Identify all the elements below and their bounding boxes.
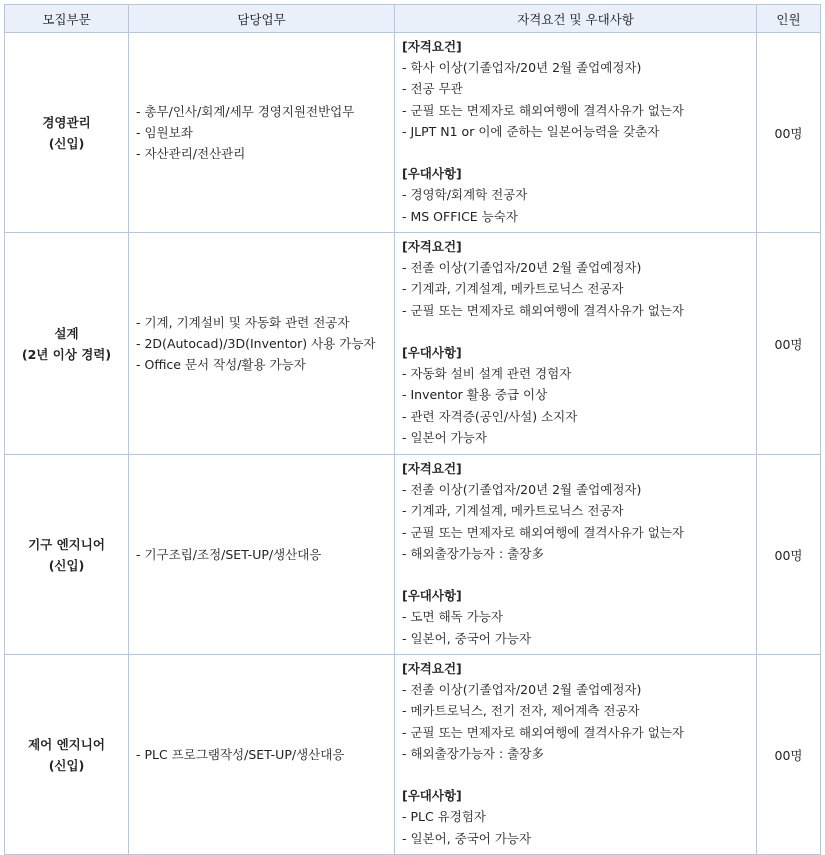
requirement-item: - 전졸 이상(기졸업자/20년 2월 졸업예정자) [402,482,642,498]
table-row [5,655,821,855]
preference-heading: [우대사항] [402,344,462,360]
requirement-item: - 전졸 이상(기졸업자/20년 2월 졸업예정자) [402,260,642,276]
requirement-item: - 기계과, 기계설계, 메카트로닉스 전공자 [402,281,624,297]
dept-cell [5,455,129,655]
duty-item: - 기구조립/조정/SET-UP/생산대응 [136,546,322,562]
dept-cell [5,233,129,455]
duty-item: - 기계, 기계설비 및 자동화 관련 전공자 [136,314,350,330]
requirements-cell [395,455,757,655]
requirement-item: - 메카트로닉스, 전기 전자, 제어계측 전공자 [402,703,640,719]
headcount-cell: 00명 [757,33,821,233]
requirements-heading: [자격요건] [402,239,462,254]
headcount-cell: 00명 [757,655,821,855]
dept-name: 기구 엔지니어 [28,536,105,552]
preference-heading: [우대사항] [402,788,462,804]
requirement-item: - 학사 이상(기졸업자/20년 2월 졸업예정자) [402,60,642,76]
preference-item: - MS OFFICE 능숙자 [402,208,518,224]
duty-cell [129,233,395,455]
requirement-item: - JLPT N1 or 이에 준하는 일본어능력을 갖춘자 [402,123,660,139]
table-row [5,455,821,655]
preference-item: - 일본어 가능자 [402,429,487,445]
preference-item: - 관련 자격증(공인/사설) 소지자 [402,408,578,424]
requirement-item: - 군필 또는 면제자로 해외여행에 결격사유가 없는자 [402,524,684,540]
duty-cell [129,33,395,233]
dept-cell [5,33,129,233]
dept-type: (신입) [48,557,85,573]
requirement-item: - 전공 무관 [402,81,463,97]
header-duty: 담당업무 [129,5,395,33]
section-gap [402,764,756,785]
preference-item: - 도면 해독 가능자 [402,609,503,625]
duty-item: - 총무/인사/회계/세무 경영지원전반업무 [136,103,355,119]
preference-item: - PLC 유경험자 [402,809,486,825]
requirements-heading: [자격요건] [402,661,462,676]
table-header-row [5,5,821,33]
requirements-cell [395,233,757,455]
table-row [5,233,821,455]
preference-item: - 경영학/회계학 전공자 [402,187,528,203]
headcount-cell: 00명 [757,455,821,655]
table-row [5,33,821,233]
requirement-item: - 전졸 이상(기졸업자/20년 2월 졸업예정자) [402,682,642,698]
preference-item: - Inventor 활용 중급 이상 [402,387,548,403]
header-requirements: 자격요건 및 우대사항 [395,5,757,33]
dept-name: 설계 [54,325,79,341]
section-gap [402,142,756,163]
recruitment-table [4,4,821,855]
duty-cell [129,455,395,655]
requirement-item: - 군필 또는 면제자로 해외여행에 결격사유가 없는자 [402,102,684,118]
duty-item: - Office 문서 작성/활용 가능자 [136,357,306,373]
requirements-cell [395,655,757,855]
duty-item: - 임원보좌 [136,124,193,140]
preference-item: - 자동화 설비 설계 관련 경험자 [402,366,572,382]
duty-item: - 자산관리/전산관리 [136,146,246,162]
preference-item: - 일본어, 중국어 가능자 [402,830,532,846]
preference-item: - 일본어, 중국어 가능자 [402,630,532,646]
section-gap [402,321,756,342]
duty-cell [129,655,395,855]
header-dept: 모집부문 [5,5,129,33]
requirement-item: - 군필 또는 면제자로 해외여행에 결격사유가 없는자 [402,302,684,318]
preference-heading: [우대사항] [402,588,462,604]
headcount-cell: 00명 [757,233,821,455]
dept-cell [5,655,129,855]
requirement-item: - 해외출장가능자 : 출장多 [402,745,544,761]
requirements-heading: [자격요건] [402,39,462,54]
requirement-item: - 해외출장가능자 : 출장多 [402,545,544,561]
requirements-heading: [자격요건] [402,461,462,476]
dept-name: 경영관리 [42,114,91,130]
preference-heading: [우대사항] [402,166,462,182]
requirement-item: - 기계과, 기계설계, 메카트로닉스 전공자 [402,503,624,519]
requirements-cell [395,33,757,233]
duty-item: - 2D(Autocad)/3D(Inventor) 사용 가능자 [136,335,376,351]
dept-name: 제어 엔지니어 [28,736,105,752]
header-headcount: 인원 [757,5,821,33]
dept-type: (2년 이상 경력) [21,346,112,362]
dept-type: (신입) [48,757,85,773]
section-gap [402,564,756,585]
dept-type: (신입) [48,135,85,151]
duty-item: - PLC 프로그램작성/SET-UP/생산대응 [136,746,345,762]
requirement-item: - 군필 또는 면제자로 해외여행에 결격사유가 없는자 [402,724,684,740]
